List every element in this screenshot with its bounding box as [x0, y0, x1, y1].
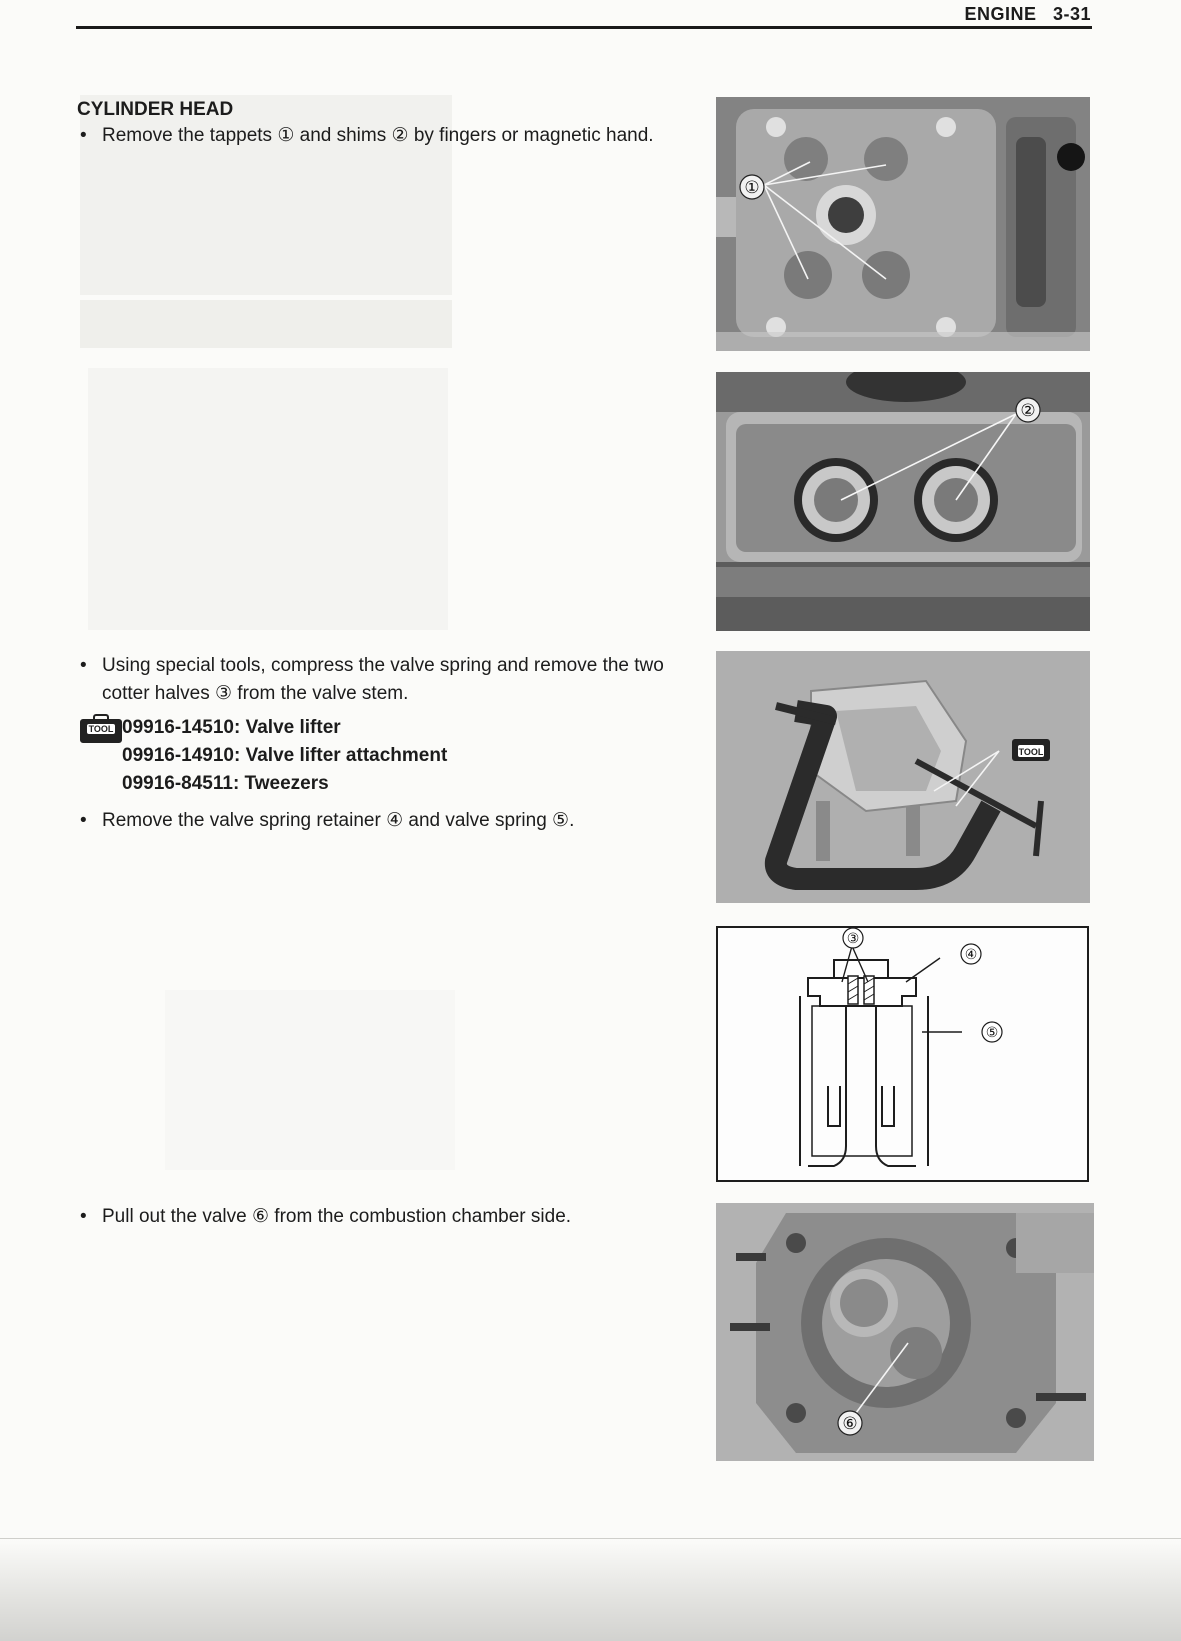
header-section: ENGINE — [964, 4, 1037, 24]
photo-shims — [716, 372, 1090, 631]
page-edge — [0, 1538, 1181, 1539]
callout-tappet: ① — [744, 178, 760, 198]
step-text: Remove the valve spring retainer ④ and valve spring ⑤. — [102, 810, 575, 831]
page-header — [964, 4, 1091, 25]
header-rule — [76, 26, 1092, 29]
photo-valve-lifter — [716, 651, 1090, 903]
scan-shadow — [0, 1540, 1181, 1641]
step-compress-spring — [80, 652, 685, 708]
header-page-number: 3-31 — [1052, 4, 1091, 24]
photo-valve-removal — [716, 1203, 1094, 1461]
callout-spring: ⑤ — [985, 1025, 999, 1041]
callout-cotter: ③ — [846, 931, 860, 947]
step-remove-retainer — [80, 807, 685, 835]
step-pull-valve — [80, 1203, 685, 1231]
step-remove-tappets — [80, 122, 680, 150]
photo-tappets — [716, 97, 1090, 351]
step-text: Pull out the valve ⑥ from the combustion chamber side. — [102, 1206, 572, 1227]
callout-shim: ② — [1020, 401, 1036, 421]
tool-badge: TOOL — [1018, 747, 1044, 757]
callout-retainer: ④ — [964, 947, 978, 963]
callout-valve: ⑥ — [842, 1414, 858, 1434]
tool-icon: TOOL — [80, 719, 122, 743]
step-text: Remove the tappets ① and shims ② by fingers or magnetic hand. — [102, 125, 654, 146]
bleed-through-photo — [88, 368, 448, 630]
bleed-through-photo — [80, 300, 452, 348]
tool-tweezers: 09916-84511: Tweezers — [122, 773, 329, 794]
section-title: CYLINDER HEAD — [77, 99, 234, 120]
bullet-dot: • — [80, 655, 87, 676]
step-text: Using special tools, compress the valve spring and remove the two cotter halves ③ from the valve stem. — [102, 655, 664, 704]
bleed-through-drawing — [165, 990, 455, 1170]
diagram-valve-spring — [716, 926, 1089, 1182]
bullet-dot: • — [80, 810, 87, 831]
bullet-dot: • — [80, 1206, 87, 1227]
bullet-dot: • — [80, 125, 87, 146]
tool-valve-lifter-attachment: 09916-14910: Valve lifter attachment — [122, 745, 448, 766]
tool-valve-lifter: 09916-14510: Valve lifter — [122, 717, 341, 738]
